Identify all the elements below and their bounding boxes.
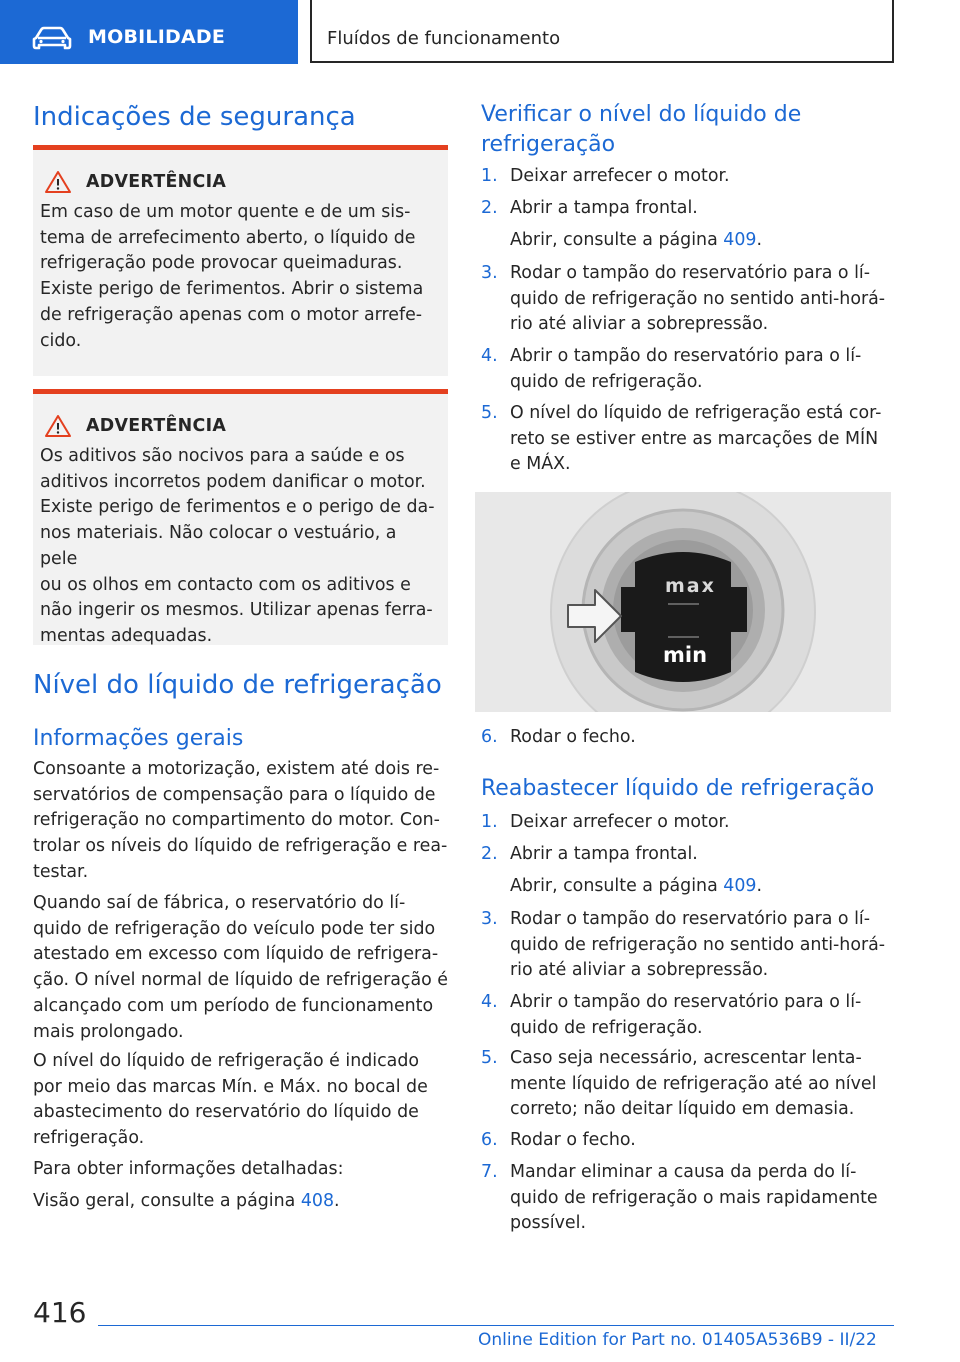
coolant-reservoir-image: [475, 492, 891, 712]
coolant-level-title: Nível do líquido de refrigeração: [33, 670, 442, 700]
paragraph: Consoante a motorização, existem até dois re- servatórios de compensação para o líquido de refrigeração no compartimento do motor. Con- trolar os níveis do líquido de refrigeração e rea- testar.: [33, 759, 448, 882]
check-steps: 1. Deixar arrefecer o motor. 2. Abrir a tampa frontal. Abrir, consulte a página 409. 3. Rodar o tampão do reservatório para o lí- quido de refrigeração no sentido anti-horá- rio até aliviar a sobrepressão. 4. Abrir o tampão do reservatório para o lí- quido de refrigeração. 5. O nível do líquido de refrigeração está cor- reto se estiver entre as marcações de MÍN e MÁX.: [481, 166, 886, 475]
check-level-title: Verificar o nível do líquido de refrigeração: [481, 102, 802, 157]
warning-text: Em caso de um motor quente e de um sis- tema de arrefecimento aberto, o líquido de refrigeração pode provocar queimaduras. Existe perigo de ferimentos. Abrir o sistema de refrigeração apenas com o motor arrefe- cido.: [40, 202, 424, 351]
refill-title: Reabastecer líquido de refrigeração: [481, 776, 875, 801]
paragraph: O nível do líquido de refrigeração é indicado por meio das marcas Mín. e Máx. no bocal de abastecimento do reservatório do líquido de refrigeração.: [33, 1051, 428, 1149]
warning-box-1: [33, 145, 448, 376]
car-icon: [32, 26, 72, 50]
page-link[interactable]: 409: [723, 876, 757, 896]
warning-triangle-icon: [44, 414, 72, 438]
general-info-title: Informações gerais: [33, 726, 244, 751]
section-label: MOBILIDADE: [88, 26, 226, 48]
paragraph: Para obter informações detalhadas:: [33, 1159, 344, 1179]
page-reference: Visão geral, consulte a página 408.: [33, 1191, 340, 1211]
page-link[interactable]: 408: [300, 1191, 335, 1211]
warning-title: ADVERTÊNCIA: [86, 416, 227, 436]
page-link[interactable]: 409: [723, 230, 757, 250]
edition-note: Online Edition for Part no. 01405A536B9 - II/22: [478, 1330, 877, 1350]
chapter-tab[interactable]: [310, 0, 894, 63]
warning-text: Os aditivos são nocivos para a saúde e os aditivos incorretos podem danificar o motor. Existe perigo de ferimentos e o perigo de da- nos materiais. Não colocar o vestuário, a pele ou os olhos em contacto com os aditivos e não ingerir os mesmos. Utilizar apenas ferra- mentas adequadas.: [40, 446, 435, 646]
warning-title: ADVERTÊNCIA: [86, 172, 227, 192]
paragraph: Quando saí de fábrica, o reservatório do lí- quido de refrigeração do veículo pode ter sido atestado em excesso com líquido de refrigera- ção. O nível normal de líquido de refrigeração é alcançado com um período de funcionamento mais prolongado.: [33, 893, 448, 1042]
page-number: 416: [33, 1296, 87, 1329]
safety-title: Indicações de segurança: [33, 102, 356, 132]
refill-steps: 1. Deixar arrefecer o motor. 2. Abrir a tampa frontal. Abrir, consulte a página 409. 3. Rodar o tampão do reservatório para o lí- quido de refrigeração no sentido anti-horá- rio até aliviar a sobrepressão. 4. Abrir o tampão do reservatório para o lí- quido de refrigeração. 5. Caso seja necessário, acrescentar lenta- mente líquido de refrigeração até ao nível correto; não deitar líquido em demasia. 6. Rodar o fecho. 7. Mandar eliminar a causa da perda do lí- quido de refrigeração o mais rapidamente possível.: [481, 812, 886, 1234]
warning-box-2: [33, 389, 448, 645]
max-mark-label: max: [665, 575, 716, 597]
chapter-label: Fluídos de funcionamento: [327, 28, 561, 49]
section-tab[interactable]: [0, 0, 298, 64]
footer-divider: [98, 1325, 894, 1326]
min-mark-label: min: [663, 643, 708, 667]
reservoir-cap-illustration: [475, 492, 891, 712]
warning-triangle-icon: [44, 170, 72, 194]
